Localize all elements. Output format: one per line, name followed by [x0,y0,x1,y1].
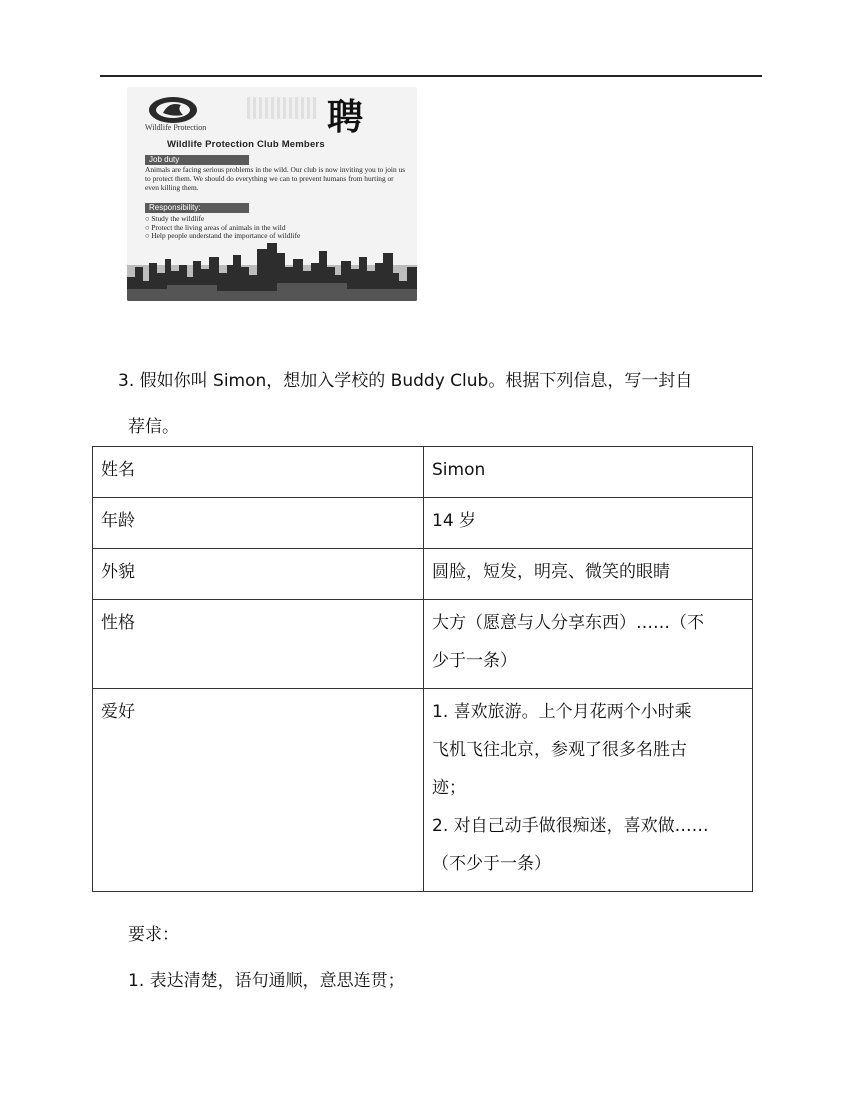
wildlife-logo-icon [147,95,199,125]
logo-text: Wildlife Protection [145,123,207,132]
requirement-item: 1. 表达清楚，语句通顺，意思连贯； [128,971,405,991]
city-skyline-illustration [127,237,417,301]
poster-chinese-title: 聘 [327,96,362,138]
job-duty-label: Job duty [145,155,249,165]
job-duty-text: Animals are facing serious problems in the wild. Our club is now inviting you to join us to protect them. We should do everything we can to prevent humans from hurting or even killing them. [145,165,406,192]
header-rule [100,75,762,77]
responsibility-item: ○ Help people understand the importance of wildlife [145,231,301,241]
responsibility-label: Responsibility: [145,203,249,213]
table-value-cell: 1. 喜欢旅游。上个月花两个小时乘 飞机飞往北京，参观了很多名胜古 迹； 2. 对自己动手做很痴迷，喜欢做…… （不少于一条） [424,689,753,892]
requirements-label: 要求： [128,925,179,945]
table-key-cell: 爱好 [93,689,424,892]
table-value-cell: 大方（愿意与人分享东西）……（不 少于一条） [424,600,753,689]
wildlife-poster-image [127,87,417,301]
table-key-cell: 外貌 [93,549,424,600]
table-row [93,498,753,549]
question-line-1: 3. 假如你叫 Simon，想加入学校的 Buddy Club。根据下列信息，写一封自 [118,371,693,391]
table-key-cell: 年龄 [93,498,424,549]
responsibility-item: ○ Study the wildlife [145,214,205,223]
poster-title: Wildlife Protection Club Members [167,139,325,150]
responsibility-item: ○ Protect the living areas of animals in the wild [145,222,286,232]
faded-text-block [247,97,317,119]
table-row [93,689,753,892]
table-row [93,600,753,689]
question-line-2: 荐信。 [128,417,179,437]
table-value-cell: 圆脸，短发，明亮、微笑的眼睛 [424,549,753,600]
table-key-cell: 性格 [93,600,424,689]
table-key-cell: 姓名 [93,447,424,498]
info-table [92,446,753,892]
table-row [93,549,753,600]
table-row [93,447,753,498]
table-value-cell: Simon [424,447,753,498]
table-value-cell: 14 岁 [424,498,753,549]
